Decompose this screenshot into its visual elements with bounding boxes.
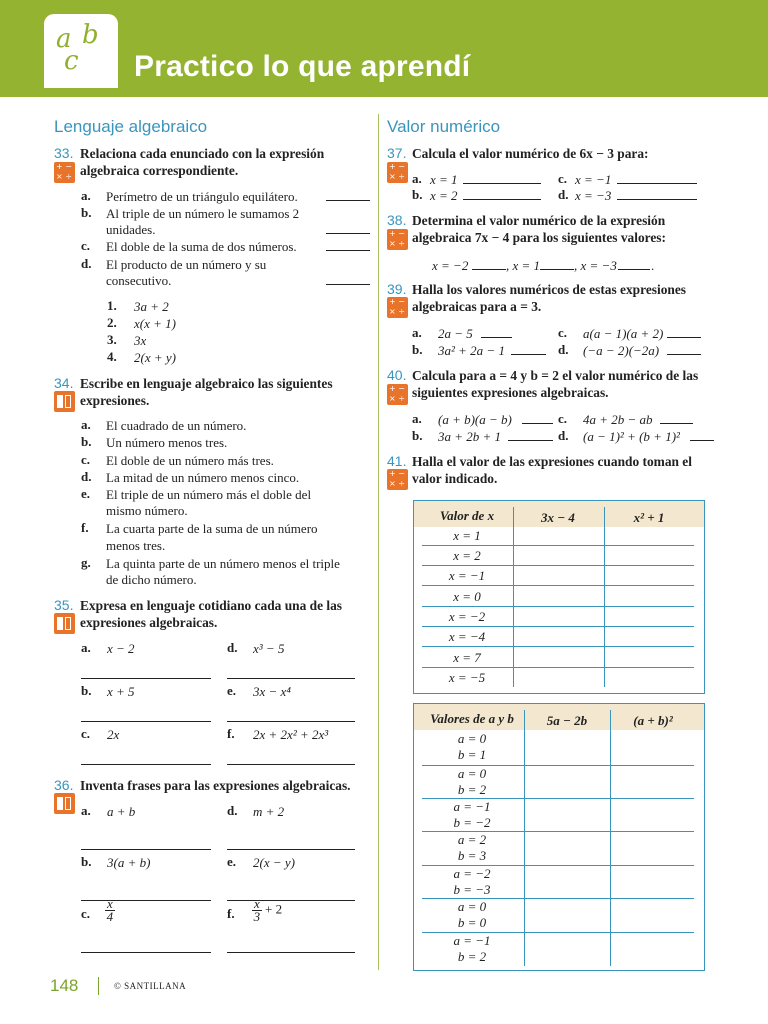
table-divider [604, 507, 605, 687]
q34-item-text: La mitad de un número menos cinco. [106, 470, 300, 485]
q37-item-expr: x = −1 [575, 172, 612, 187]
answer-blank[interactable] [511, 354, 546, 355]
column-divider [378, 114, 379, 970]
table-header-cell: Valores de a y b [430, 711, 514, 726]
q37-item-label: b. [412, 187, 423, 202]
q33-option-expr: 3x [134, 333, 147, 348]
q34-item-text: Un número menos tres. [106, 435, 228, 450]
answer-blank[interactable] [522, 423, 553, 424]
q40-text-line2: siguientes expresiones algebraicas. [412, 385, 609, 400]
q40-item-expr: (a + b)(a − b) [438, 412, 512, 427]
table-row-divider [422, 626, 694, 627]
q33-text-line1: Relaciona cada enunciado con la expresión [80, 146, 325, 161]
table-row-divider [422, 667, 694, 668]
answer-blank[interactable] [508, 440, 553, 441]
q37-item-label: d. [558, 187, 569, 202]
footer-divider [98, 977, 99, 995]
q40-item-label: d. [558, 428, 569, 443]
q33-item-label: b. [81, 205, 92, 220]
table-row [422, 933, 522, 965]
q36-item-label: b. [81, 854, 92, 869]
table-row: x = 1 [453, 528, 481, 543]
table-header-cell: Valor de x [439, 508, 495, 523]
q33-item-label: d. [81, 256, 92, 271]
q35-text-line1: Expresa en lenguaje cotidiano cada una de las [80, 598, 343, 613]
table-header-cell: 5a − 2b [546, 713, 588, 728]
q39-item-expr: 3a² + 2a − 1 [438, 343, 505, 358]
logo-letter-c: c [64, 46, 79, 76]
table-row: x = −4 [448, 629, 486, 644]
q33-option-label: 2. [107, 315, 117, 330]
q34-text-line1: Escribe en lenguaje algebraico las siguientes [80, 376, 333, 391]
q34-item-text: menos tres. [106, 538, 166, 553]
q41-number: 41. [387, 453, 407, 469]
q33-option-label: 4. [107, 349, 117, 364]
q34-item-label: g. [81, 555, 91, 570]
q39-number: 39. [387, 281, 407, 297]
table-row: x = −2 [448, 609, 486, 624]
q39-item-label: c. [558, 325, 568, 340]
answer-line[interactable] [81, 900, 211, 901]
table-header-cell: x² + 1 [633, 510, 665, 525]
q34-item-label: c. [81, 452, 91, 467]
q35-number: 35. [54, 597, 74, 613]
answer-blank[interactable] [617, 199, 697, 200]
answer-line[interactable] [227, 678, 355, 679]
q38-text-line1: Determina el valor numérico de la expresión [412, 213, 666, 228]
q36-item-label: a. [81, 803, 91, 818]
q33-item-text: unidades. [106, 222, 156, 237]
abc-logo [44, 14, 118, 88]
q36-number: 36. [54, 777, 74, 793]
fraction-numerator: x [107, 896, 113, 911]
answer-line[interactable] [81, 721, 211, 722]
q33-item-label: a. [81, 188, 91, 203]
q34-item-text: El doble de un número más tres. [106, 453, 274, 468]
q34-item-text: mismo número. [106, 503, 188, 518]
q35-item-label: b. [81, 683, 92, 698]
fraction-denominator: 4 [106, 909, 114, 924]
q33-item-text: Al triple de un número le sumamos 2 [106, 206, 300, 221]
q36-item-expr: 2(x − y) [253, 855, 295, 870]
table-row: x = −5 [448, 670, 486, 685]
q40-item-expr: (a − 1)² + (b + 1)² [583, 429, 680, 444]
q35-item-expr: 2x + 2x² + 2x³ [253, 727, 329, 742]
q34-item-text: de dicho número. [106, 572, 197, 587]
q36-fraction [252, 898, 282, 923]
q33-item-text: Perímetro de un triángulo equilátero. [106, 189, 298, 204]
q33-item-text: El producto de un número y su [106, 257, 267, 272]
q40-text-line1: Calcula para a = 4 y b = 2 el valor numérico de las [412, 368, 699, 383]
table-row: x = 7 [453, 650, 481, 665]
row-a-value: a = 0 [457, 899, 487, 914]
q41-text-line1: Halla el valor de las expresiones cuando toman el [412, 454, 692, 469]
q38-value: , x = −3 [574, 258, 617, 273]
table-divider [513, 507, 514, 687]
q37-item-expr: x = 1 [430, 172, 458, 187]
q41-text-line2: valor indicado. [412, 471, 498, 486]
q38-number: 38. [387, 212, 407, 228]
q39-item-label: b. [412, 342, 423, 357]
q37-item-expr: x = −3 [575, 188, 612, 203]
answer-line[interactable] [227, 764, 355, 765]
logo-letter-b: b [82, 20, 99, 50]
section-title-left: Lenguaje algebraico [54, 117, 208, 136]
table-row-divider [422, 545, 694, 546]
table-row [422, 799, 522, 831]
table-header-cell: 3x − 4 [541, 510, 575, 525]
q33-option-expr: x(x + 1) [134, 316, 176, 331]
answer-blank[interactable] [667, 337, 701, 338]
logo-letter-a: a [56, 24, 72, 54]
q40-item-expr: 3a + 2b + 1 [438, 429, 502, 444]
q35-item-label: f. [227, 726, 235, 741]
row-b-value: b = 0 [457, 915, 487, 930]
q34-item-label: b. [81, 434, 92, 449]
fraction-icon [54, 391, 75, 412]
answer-line[interactable] [227, 900, 355, 901]
answer-blank[interactable] [660, 423, 693, 424]
q34-text-line2: expresiones. [80, 393, 150, 408]
row-b-value: b = −2 [453, 815, 491, 830]
q36-item-label: d. [227, 803, 238, 818]
page-title: Practico lo que aprendí [134, 50, 471, 83]
row-b-value: b = 1 [457, 747, 487, 762]
q36-item-label: c. [81, 906, 91, 921]
table-values-of-a-and-b [413, 703, 705, 971]
q35-item-expr: x + 5 [107, 684, 135, 699]
answer-blank[interactable] [326, 200, 370, 201]
q34-item-label: a. [81, 417, 91, 432]
answer-blank[interactable] [618, 269, 650, 270]
q34-item-text: El cuadrado de un número. [106, 418, 247, 433]
answer-line[interactable] [81, 764, 211, 765]
answer-blank[interactable] [481, 337, 512, 338]
q40-number: 40. [387, 367, 407, 383]
q40-item-label: c. [558, 411, 568, 426]
q39-item-expr: 2a − 5 [438, 326, 473, 341]
fraction-rest: + 2 [265, 901, 283, 917]
answer-blank[interactable] [326, 233, 370, 234]
row-a-value: a = 0 [457, 731, 487, 746]
q33-item-text: El doble de la suma de dos números. [106, 239, 297, 254]
q39-text-line2: algebraicas para a = 3. [412, 299, 542, 314]
row-a-value: a = 2 [457, 832, 487, 847]
answer-blank[interactable] [472, 269, 506, 270]
table-row: x = 0 [453, 589, 481, 604]
calculator-icon [387, 297, 408, 318]
q33-number: 33. [54, 145, 74, 161]
table-values-of-x [413, 500, 705, 694]
q38-value: , x = 1 [506, 258, 541, 273]
q34-item-text: La quinta parte de un número menos el triple [106, 556, 340, 571]
q37-item-expr: x = 2 [430, 188, 458, 203]
fraction-denominator: 3 [253, 909, 261, 924]
q36-item-expr: a + b [107, 804, 136, 819]
table-divider [524, 710, 525, 966]
answer-line[interactable] [227, 721, 355, 722]
q38-end: . [651, 258, 655, 273]
table-row [422, 866, 522, 898]
row-b-value: b = 2 [457, 949, 487, 964]
q38-value: x = −2 [432, 258, 469, 273]
q36-item-label: f. [227, 906, 235, 921]
answer-blank[interactable] [326, 250, 370, 251]
q35-text-line2: expresiones algebraicas. [80, 615, 218, 630]
answer-blank[interactable] [463, 183, 541, 184]
table-row [422, 731, 522, 763]
answer-blank[interactable] [617, 183, 697, 184]
table-row-divider [422, 565, 694, 566]
q35-item-expr: x − 2 [107, 641, 135, 656]
row-a-value: a = −1 [453, 933, 491, 948]
q33-option-label: 1. [107, 298, 117, 313]
q34-number: 34. [54, 375, 74, 391]
table-row: x = −1 [448, 568, 486, 583]
q34-item-label: e. [81, 486, 91, 501]
row-b-value: b = −3 [453, 882, 491, 897]
q33-option-label: 3. [107, 332, 117, 347]
table-row-divider [422, 646, 694, 647]
q35-item-label: c. [81, 726, 91, 741]
answer-blank[interactable] [540, 269, 574, 270]
row-a-value: a = 0 [457, 766, 487, 781]
q38-text-line2: algebraica 7x − 4 para los siguientes valores: [412, 230, 666, 245]
q35-item-expr: 2x [107, 727, 120, 742]
calculator-icon [387, 384, 408, 405]
q35-item-label: e. [227, 683, 237, 698]
q34-item-text: El triple de un número más el doble del [106, 487, 312, 502]
publisher-credit: © SANTILLANA [114, 981, 187, 991]
q37-text-line1: Calcula el valor numérico de 6x − 3 para: [412, 146, 649, 161]
answer-blank[interactable] [326, 284, 370, 285]
table-divider [610, 710, 611, 966]
q37-item-label: a. [412, 171, 422, 186]
answer-blank[interactable] [463, 199, 541, 200]
q36-item-label: e. [227, 854, 237, 869]
fraction-icon [54, 793, 75, 814]
q39-item-expr: a(a − 1)(a + 2) [583, 326, 664, 341]
q37-number: 37. [387, 145, 407, 161]
fraction-numerator: x [254, 896, 260, 911]
q35-item-label: d. [227, 640, 238, 655]
answer-line[interactable] [227, 849, 355, 850]
q35-item-label: a. [81, 640, 91, 655]
q36-fraction [105, 898, 115, 923]
row-a-value: a = −1 [453, 799, 491, 814]
q34-item-label: d. [81, 469, 92, 484]
q37-item-label: c. [558, 171, 568, 186]
row-b-value: b = 2 [457, 782, 487, 797]
q34-item-label: f. [81, 520, 89, 535]
q39-item-expr: (−a − 2)(−2a) [583, 343, 660, 358]
row-b-value: b = 3 [457, 848, 487, 863]
q35-item-expr: 3x − x⁴ [253, 684, 291, 699]
q40-item-label: a. [412, 411, 422, 426]
q35-item-expr: x³ − 5 [253, 641, 285, 656]
page-number: 148 [50, 976, 79, 995]
q39-text-line1: Halla los valores numéricos de estas expresiones [412, 282, 686, 297]
q33-item-label: c. [81, 238, 91, 253]
q34-item-text: La cuarta parte de la suma de un número [106, 521, 318, 536]
q33-option-expr: 2(x + y) [134, 350, 176, 365]
table-row-divider [422, 606, 694, 607]
table-row [422, 832, 522, 864]
section-title-right: Valor numérico [387, 117, 501, 136]
calculator-icon [387, 162, 408, 183]
table-row [422, 766, 522, 798]
q33-option-expr: 3a + 2 [134, 299, 169, 314]
answer-line[interactable] [81, 678, 211, 679]
table-row [422, 899, 522, 931]
row-a-value: a = −2 [453, 866, 491, 881]
calculator-icon [387, 229, 408, 250]
q36-item-expr: 3(a + b) [107, 855, 151, 870]
q36-item-expr: m + 2 [253, 804, 285, 819]
q33-item-text: consecutivo. [106, 273, 172, 288]
answer-blank[interactable] [667, 354, 701, 355]
answer-blank[interactable] [690, 440, 714, 441]
q39-item-label: a. [412, 325, 422, 340]
q40-item-expr: 4a + 2b − ab [583, 412, 653, 427]
calculator-icon [54, 162, 75, 183]
fraction-icon [54, 613, 75, 634]
table-header-cell: (a + b)² [633, 713, 673, 728]
calculator-icon [387, 469, 408, 490]
q33-text-line2: algebraica correspondiente. [80, 163, 239, 178]
q40-item-label: b. [412, 428, 423, 443]
table-row: x = 2 [453, 548, 481, 563]
table-row-divider [422, 585, 694, 586]
q36-text-line1: Inventa frases para las expresiones algebraicas. [80, 778, 351, 793]
answer-line[interactable] [81, 849, 211, 850]
answer-line[interactable] [81, 952, 211, 953]
q39-item-label: d. [558, 342, 569, 357]
answer-line[interactable] [227, 952, 355, 953]
